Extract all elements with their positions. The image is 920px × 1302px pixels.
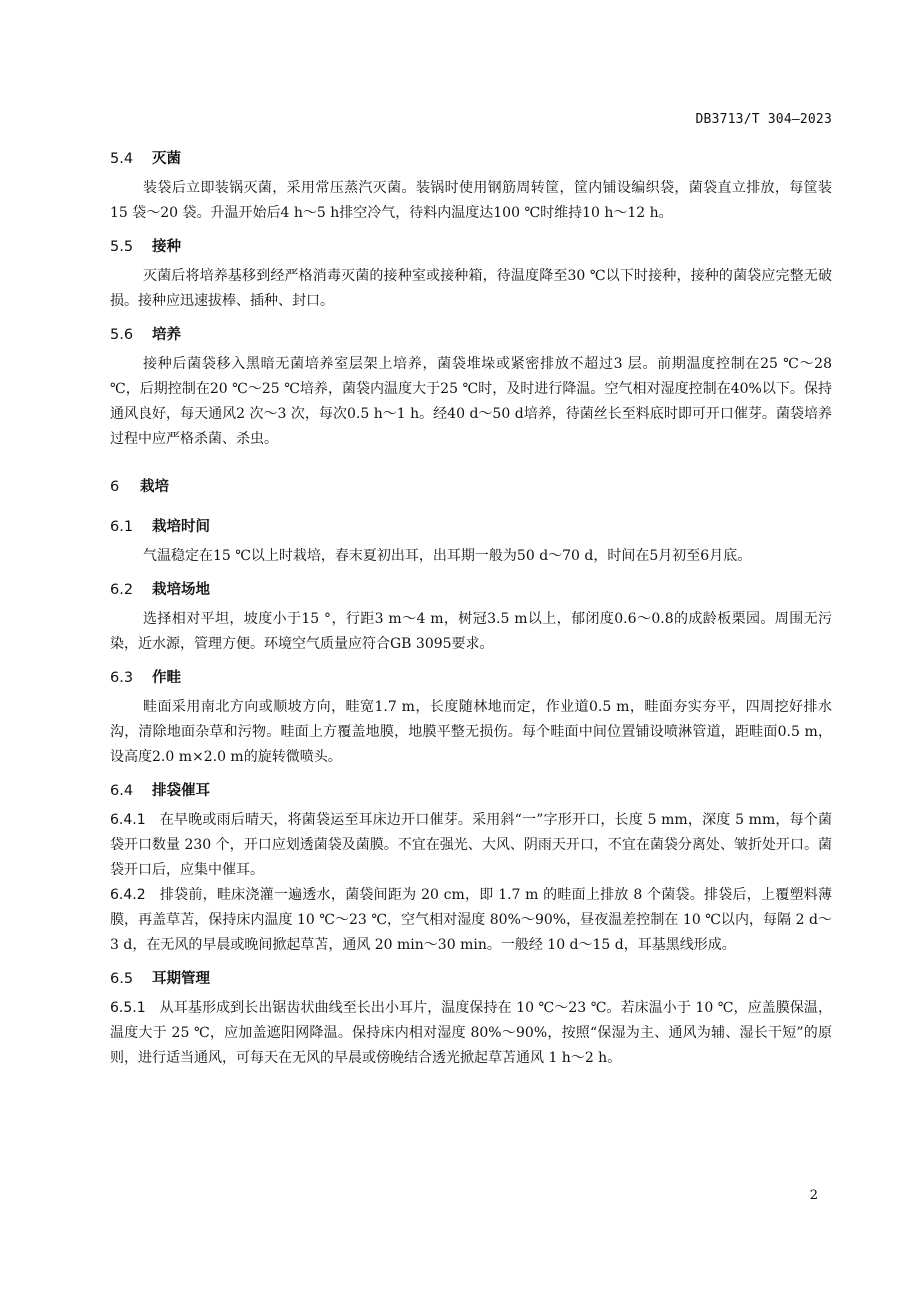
document-code: DB3713/T 304—2023 [695,112,832,127]
section-heading-6-4: 6.4 排袋催耳 [110,783,210,799]
section-body-5-5: 灭菌后将培养基移到经严格消毒灭菌的接种室或接种箱，待温度降至30 ℃以下时接种，接种的菌袋应完整无破损。接种应迅速拔棒、插种、封口。 [110,268,832,309]
clause-6-4-1: 6.4.1 在早晚或雨后晴天，将菌袋运至耳床边开口催芽。采用斜“一”字形开口，长度 5 mm，深度 5 mm，每个菌袋开口数量 230 个，开口应划透菌袋及菌膜。不宜在强光、大风、阴雨天开口，不宜在菌袋分离处、皱折处开口。菌袋开口后，应集中催耳。 [110,812,832,878]
section-heading-6-1: 6.1 栽培时间 [110,519,210,535]
section-body-5-4: 装袋后立即装锅灭菌，采用常压蒸汽灭菌。装锅时使用钢筋周转筐，筐内铺设编织袋，菌袋直立排放，每筐装15 袋～20 袋。升温开始后4 h～5 h排空冷气，待料内温度达100 ℃时维持10 h～12 h。 [110,180,832,221]
section-heading-5-5: 5.5 接种 [110,239,181,255]
section-heading-6: 6 栽培 [110,479,169,495]
section-body-5-6: 接种后菌袋移入黑暗无菌培养室层架上培养，菌袋堆垛或紧密排放不超过3 层。前期温度控制在25 ℃～28 ℃，后期控制在20 ℃～25 ℃培养，菌袋内温度大于25 ℃时，及时进行降温。空气相对湿度控制在40%以下。保持通风良好，每天通风2 次～3 次，每次0.5 h～1 h。经40 d～50 d培养，待菌丝长至料底时即可开口催芽。菌袋培养过程中应严格杀菌、杀虫。 [110,356,832,447]
section-body-6-3: 畦面采用南北方向或顺坡方向，畦宽1.7 m，长度随林地而定，作业道0.5 m，畦面夯实夯平，四周挖好排水沟，清除地面杂草和污物。畦面上方覆盖地膜，地膜平整无损伤。每个畦面中间位置铺设喷淋管道，距畦面0.5 m，设高度2.0 m×2.0 m的旋转微喷头。 [110,699,832,765]
section-heading-6-3: 6.3 作畦 [110,670,181,686]
section-body-6-1: 气温稳定在15 ℃以上时栽培，春末夏初出耳，出耳期一般为50 d～70 d，时间在5月初至6月底。 [143,548,752,564]
section-body-6-2: 选择相对平坦，坡度小于15 °，行距3 m～4 m，树冠3.5 m以上，郁闭度0.6～0.8的成龄板栗园。周围无污染，近水源，管理方便。环境空气质量应符合GB 3095要求。 [110,611,832,652]
section-heading-5-4: 5.4 灭菌 [110,151,181,167]
page-number: 2 [809,1188,818,1203]
section-heading-6-5: 6.5 耳期管理 [110,971,210,987]
section-heading-6-2: 6.2 栽培场地 [110,582,210,598]
clause-6-4-2: 6.4.2 排袋前，畦床浇灌一遍透水，菌袋间距为 20 cm，即 1.7 m 的畦面上排放 8 个菌袋。排袋后，上覆塑料薄膜，再盖草苫，保持床内温度 10 ℃～23 ℃，空气相对湿度 80%～90%，昼夜温差控制在 10 ℃以内，每隔 2 d～3 d，在无风的早晨或晚间掀起草苫，通风 20 min～30 min。一般经 10 d～15 d，耳基黑线形成。 [110,887,832,953]
section-heading-5-6: 5.6 培养 [110,327,181,343]
clause-6-5-1: 6.5.1 从耳基形成到长出锯齿状曲线至长出小耳片，温度保持在 10 ℃～23 ℃。若床温小于 10 ℃，应盖膜保温，温度大于 25 ℃，应加盖遮阳网降温。保持床内相对湿度 80%～90%，按照“保湿为主、通风为辅、湿长干短”的原则，进行适当通风，可每天在无风的早晨或傍晚结合透光掀起草苫通风 1 h～2 h。 [110,1000,832,1066]
document-body [110,146,832,1071]
